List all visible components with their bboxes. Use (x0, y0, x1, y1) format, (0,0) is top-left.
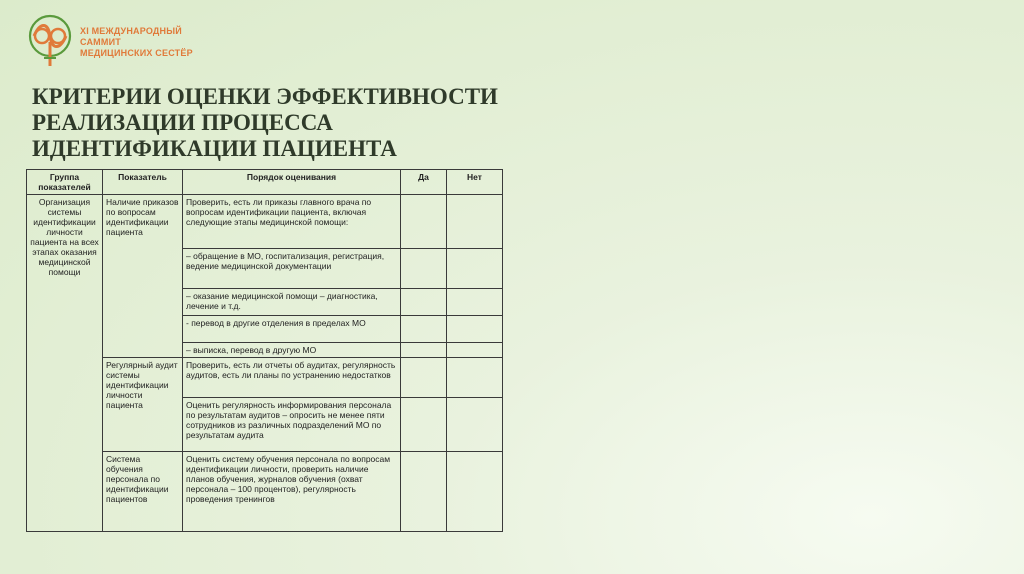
logo-line-2: МЕДИЦИНСКИХ СЕСТЁР (80, 48, 193, 58)
no-cell[interactable] (447, 289, 503, 316)
indicator-cell: Наличие приказов по вопросам идентификации пациента (103, 195, 183, 358)
title-line-1: КРИТЕРИИ ОЦЕНКИ ЭФФЕКТИВНОСТИ (32, 84, 498, 109)
summit-logo (24, 12, 224, 72)
logo-line-1: XI МЕЖДУНАРОДНЫЙ САММИТ (80, 26, 182, 47)
header-yes: Да (401, 170, 447, 195)
yes-cell[interactable] (401, 358, 447, 398)
logo-text (80, 26, 224, 59)
no-cell[interactable] (447, 343, 503, 358)
table-row (27, 195, 503, 249)
procedure-cell: Проверить, есть ли приказы главного врача по вопросам идентификации пациента, включая следующие этапы медицинской помощи: (183, 195, 401, 249)
group-cell: Организация системы идентификации личности пациента на всех этапах оказания медицинской помощи (27, 195, 103, 532)
no-cell[interactable] (447, 249, 503, 289)
title-line-2: РЕАЛИЗАЦИИ ПРОЦЕССА (32, 110, 333, 135)
criteria-table (26, 169, 503, 532)
summit-emblem-icon (24, 12, 76, 68)
procedure-cell: - перевод в другие отделения в пределах МО (183, 316, 401, 343)
no-cell[interactable] (447, 398, 503, 452)
indicator-cell: Система обучения персонала по идентификации пациентов (103, 452, 183, 532)
procedure-cell: Проверить, есть ли отчеты об аудитах, регулярность аудитов, есть ли планы по устранению недостатков (183, 358, 401, 398)
procedure-cell: Оценить регулярность информирования персонала по результатам аудитов – опросить не менее пяти сотрудников из различных подразделений МО по результатам аудита (183, 398, 401, 452)
header-group: Группа показателей (27, 170, 103, 195)
no-cell[interactable] (447, 358, 503, 398)
no-cell[interactable] (447, 316, 503, 343)
procedure-cell: – оказание медицинской помощи – диагностика, лечение и т.д. (183, 289, 401, 316)
yes-cell[interactable] (401, 398, 447, 452)
yes-cell[interactable] (401, 316, 447, 343)
title-line-3: ИДЕНТИФИКАЦИИ ПАЦИЕНТА (32, 136, 397, 161)
yes-cell[interactable] (401, 249, 447, 289)
page-title (32, 84, 552, 162)
table-header-row (27, 170, 503, 195)
header-procedure: Порядок оценивания (183, 170, 401, 195)
yes-cell[interactable] (401, 195, 447, 249)
indicator-cell: Регулярный аудит системы идентификации личности пациента (103, 358, 183, 452)
header-no: Нет (447, 170, 503, 195)
procedure-cell: – выписка, перевод в другую МО (183, 343, 401, 358)
procedure-cell: Оценить систему обучения персонала по вопросам идентификации личности, проверить наличие планов обучения, журналов обучения (охват персонала – 100 процентов), регулярность проведения тренингов (183, 452, 401, 532)
no-cell[interactable] (447, 195, 503, 249)
yes-cell[interactable] (401, 289, 447, 316)
yes-cell[interactable] (401, 452, 447, 532)
no-cell[interactable] (447, 452, 503, 532)
yes-cell[interactable] (401, 343, 447, 358)
procedure-cell: – обращение в МО, госпитализация, регистрация, ведение медицинской документации (183, 249, 401, 289)
header-indicator: Показатель (103, 170, 183, 195)
